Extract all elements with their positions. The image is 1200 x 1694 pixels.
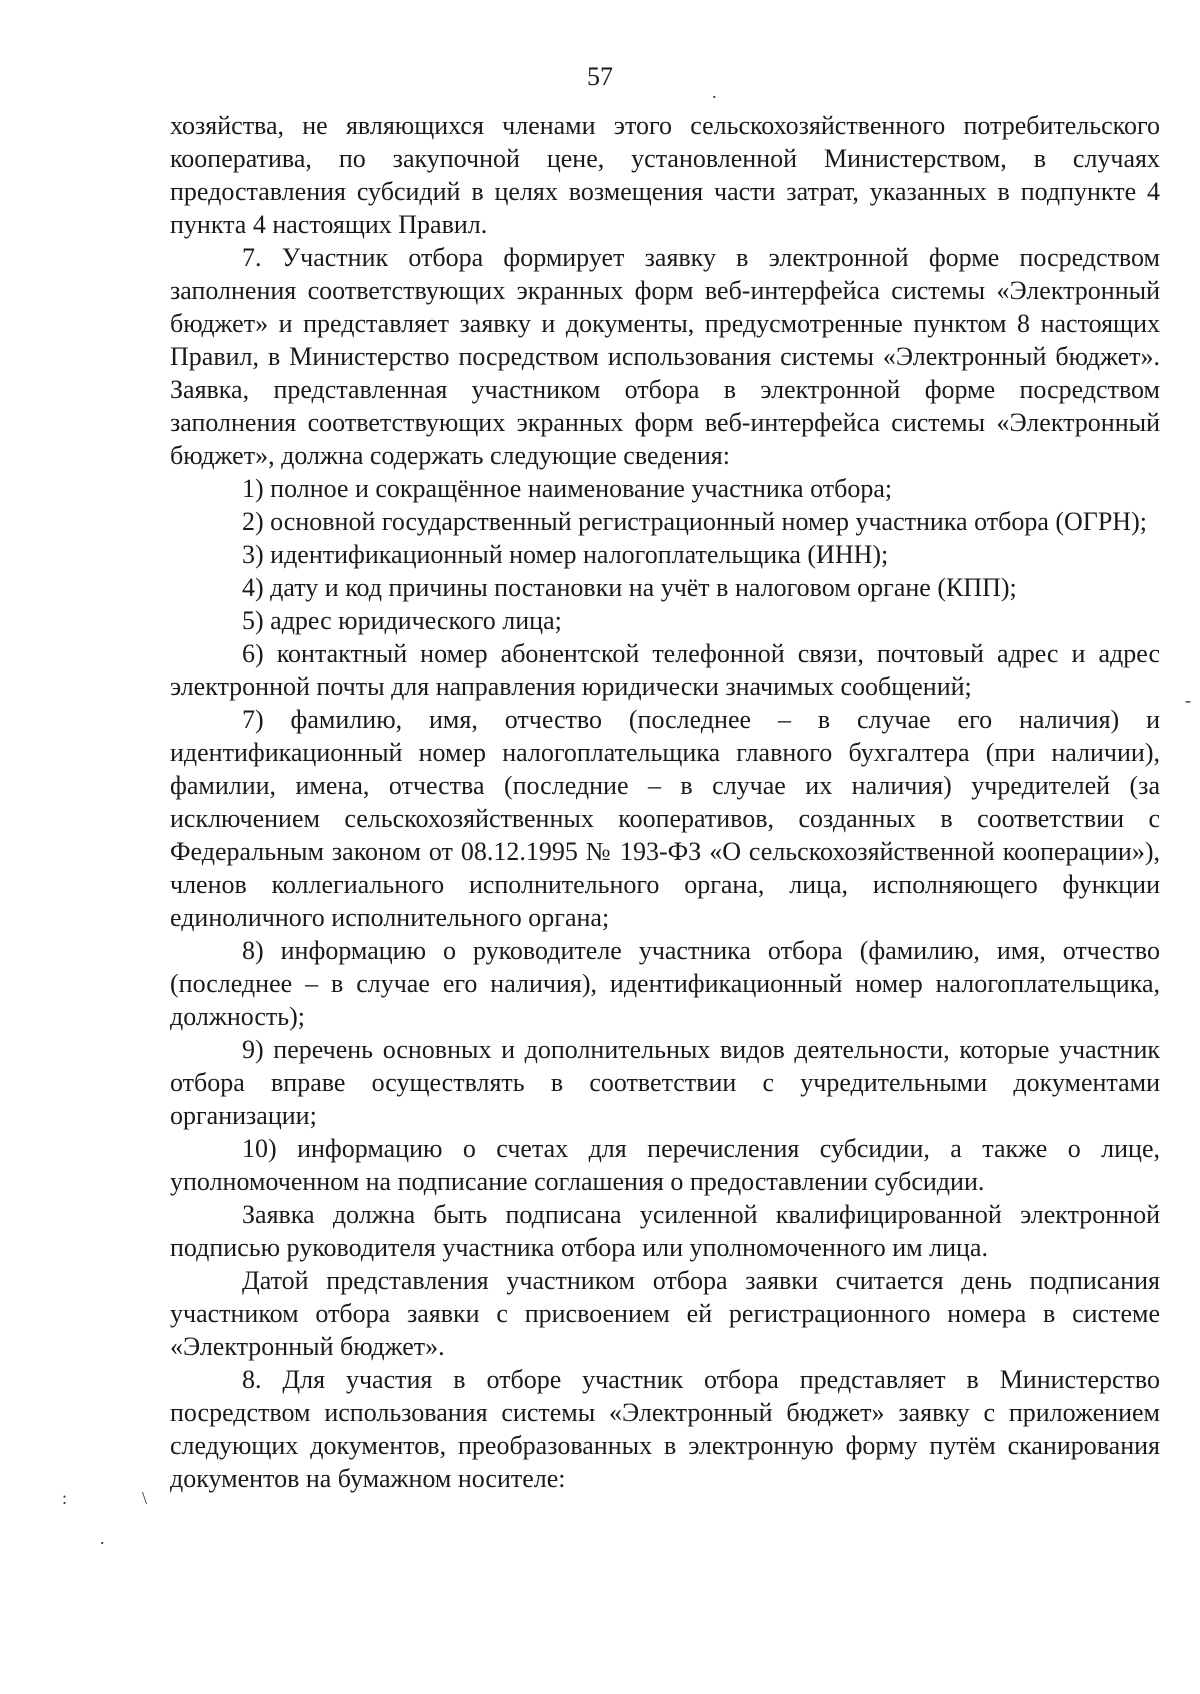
list-item: 7) фамилию, имя, отчество (последнее – в случае его наличия) и идентификационный номер налогоплательщика главного бухгалтера (при наличии), фамилии, имена, отчества (последние – в случае их наличия) учредителей (за исключением сельскохозяйственных кооперативов, созданных в соответствии с Федеральным законом от 08.12.1995 № 193-ФЗ «О сельскохозяйственной кооперации»), членов коллегиального исполнительного органа, лица, исполняющего функции единоличного исполнительного органа; bbox=[170, 705, 1160, 932]
page-number: 57 bbox=[587, 62, 613, 91]
list-item: 10) информацию о счетах для перечисления субсидии, а также о лице, уполномоченном на подписание соглашения о предоставлении субсидии. bbox=[170, 1134, 1160, 1196]
scan-artifact: . bbox=[100, 1528, 105, 1548]
paragraph-continuation: хозяйства, не являющихся членами этого сельскохозяйственного потребительского кооператива, по закупочной цене, установленной Министерством, в случаях предоставления субсидий в целях возмещения части затрат, указанных в подпункте 4 пункта 4 настоящих Правил. bbox=[170, 111, 1160, 239]
paragraph-signature: Заявка должна быть подписана усиленной квалифицированной электронной подписью руководителя участника отбора или уполномоченного им лица. bbox=[170, 1200, 1160, 1262]
list-item: 3) идентификационный номер налогоплательщика (ИНН); bbox=[242, 540, 889, 569]
scan-artifact: - bbox=[1185, 690, 1191, 710]
paragraph-submission-date: Датой представления участником отбора заявки считается день подписания участником отбора заявки с присвоением ей регистрационного номера в системе «Электронный бюджет». bbox=[170, 1266, 1160, 1361]
list-item: 2) основной государственный регистрационный номер участника отбора (ОГРН); bbox=[242, 507, 1147, 536]
list-item: 5) адрес юридического лица; bbox=[242, 606, 562, 635]
scan-artifact: . bbox=[712, 82, 717, 102]
scan-artifact: : bbox=[62, 1488, 68, 1508]
paragraph-item-7: 7. Участник отбора формирует заявку в электронной форме посредством заполнения соответствующих экранных форм веб-интерфейса системы «Электронный бюджет» и представляет заявку и документы, предусмотренные пунктом 8 настоящих Правил, в Министерство посредством использования системы «Электронный бюджет». Заявка, представленная участником отбора в электронной форме посредством заполнения соответствующих экранных форм веб-интерфейса системы «Электронный бюджет», должна содержать следующие сведения: bbox=[170, 243, 1160, 470]
list-item: 1) полное и сокращённое наименование участника отбора; bbox=[242, 474, 893, 503]
document-body bbox=[170, 109, 1160, 1495]
paragraph-item-8: 8. Для участия в отборе участник отбора представляет в Министерство посредством использования системы «Электронный бюджет» заявку с приложением следующих документов, преобразованных в электронную форму путём сканирования документов на бумажном носителе: bbox=[170, 1365, 1160, 1493]
list-item: 8) информацию о руководителе участника отбора (фамилию, имя, отчество (последнее – в случае его наличия), идентификационный номер налогоплательщика, должность); bbox=[170, 936, 1160, 1031]
list-item: 9) перечень основных и дополнительных видов деятельности, которые участник отбора вправе осуществлять в соответствии с учредительными документами организации; bbox=[170, 1035, 1160, 1130]
list-item: 6) контактный номер абонентской телефонной связи, почтовый адрес и адрес электронной почты для направления юридически значимых сообщений; bbox=[170, 639, 1160, 701]
scan-artifact: \ bbox=[142, 1488, 148, 1508]
list-item: 4) дату и код причины постановки на учёт в налоговом органе (КПП); bbox=[242, 573, 1017, 602]
